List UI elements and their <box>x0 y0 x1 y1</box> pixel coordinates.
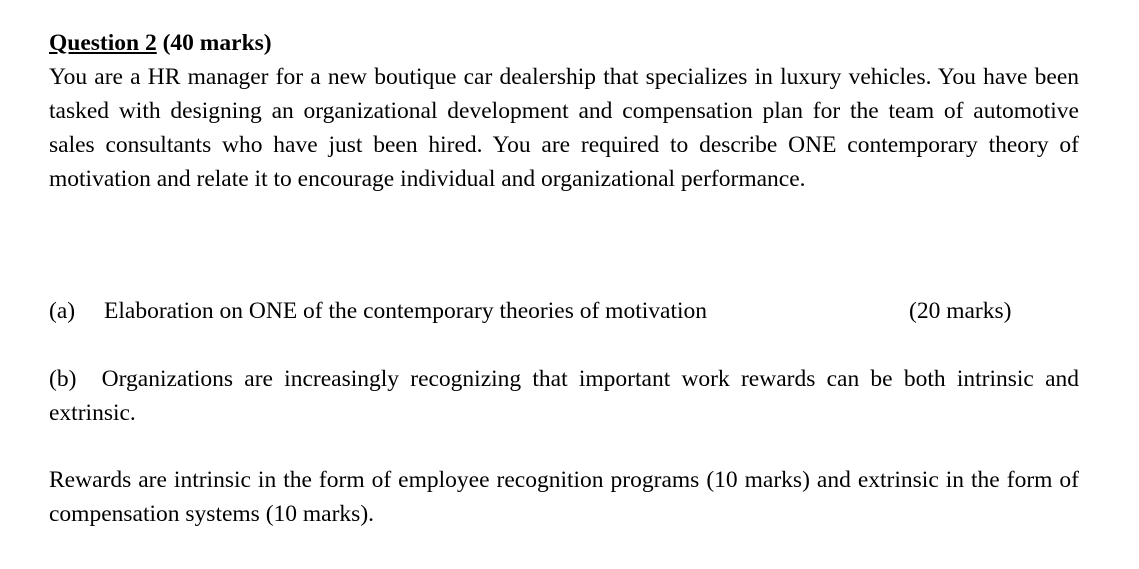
part-b-label: (b) <box>49 366 77 392</box>
question-number: Question 2 <box>49 30 157 56</box>
part-a-label: (a) <box>49 298 76 324</box>
question-heading <box>49 26 1079 60</box>
question-document <box>49 26 1079 527</box>
question-intro: You are a HR manager for a new boutique car dealership that specializes in luxury vehicles. You have been tasked with designing an organizational development and compensation plan for the team of automotive sales consultants who have just been hired. You are required to describe ONE contemporary theory of motivation and relate it to encourage individual and organizational performance. <box>49 64 1079 192</box>
question-total-marks: (40 marks) <box>162 30 272 56</box>
part-b <box>49 362 1079 430</box>
part-b-text: Organizations are increasingly recognizing that important work rewards can be both intrinsic and extrinsic. <box>49 366 1079 426</box>
part-a-text: Elaboration on ONE of the contemporary theories of motivation <box>104 298 708 324</box>
part-a-marks: (20 marks) <box>909 298 1012 324</box>
part-a <box>49 294 1079 328</box>
rewards-paragraph: Rewards are intrinsic in the form of employee recognition programs (10 marks) and extrinsic in the form of compensation systems (10 marks). <box>49 467 1079 527</box>
